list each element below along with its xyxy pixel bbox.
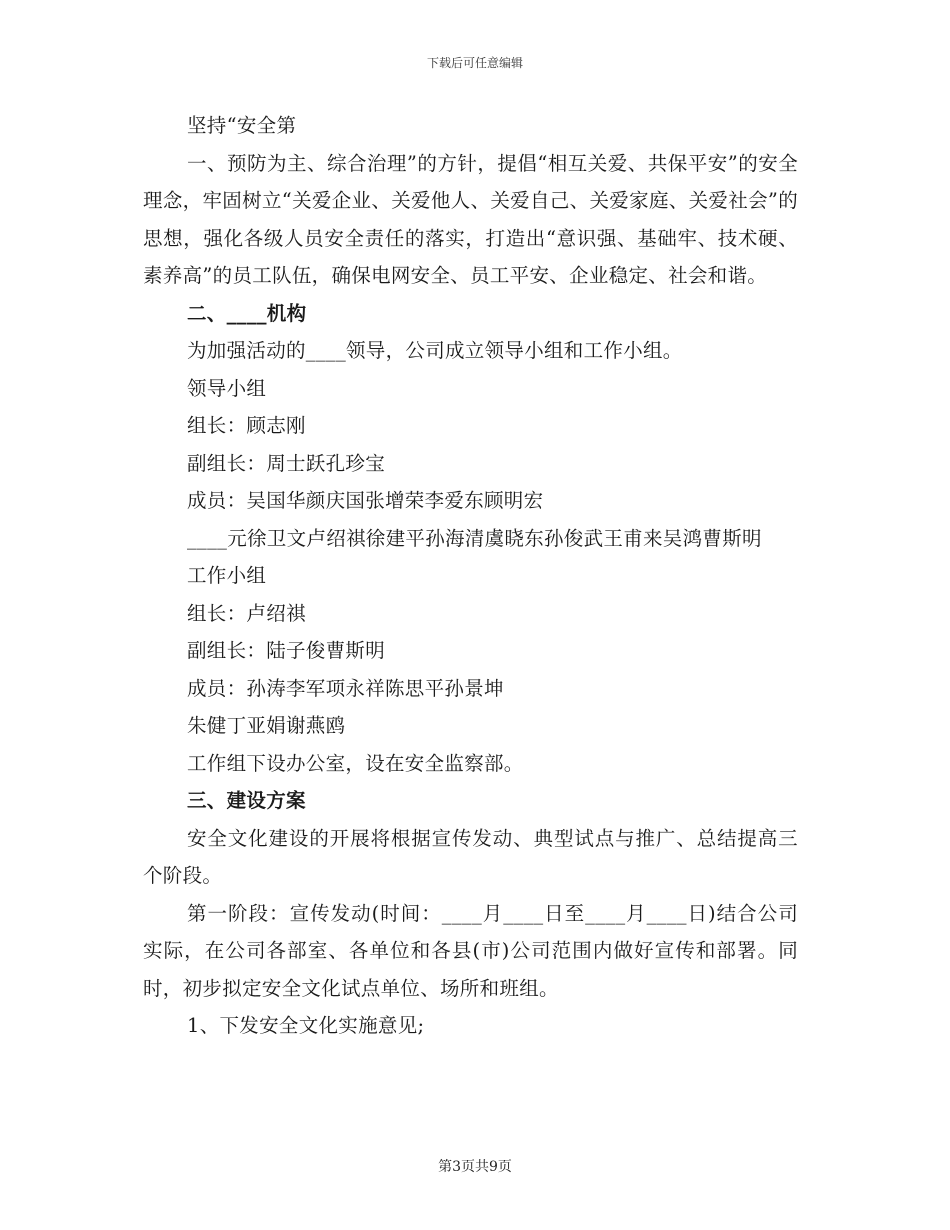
paragraph: 组长：卢绍祺 bbox=[187, 601, 306, 625]
paragraph: 第一阶段：宣传发动(时间：____月____日至____月____日)结合公司实际，在公司各部室、各单位和各县(市)公司范围内做好宣传和部署。同时，初步拟定安全文化试点单位、场所和班组。 bbox=[143, 901, 798, 1000]
paragraph: 工作组下设办公室，设在安全监察部。 bbox=[187, 751, 524, 775]
paragraph: 成员：吴国华颜庆国张增荣李爱东顾明宏 bbox=[187, 489, 544, 512]
subsection-label: 领导小组 bbox=[187, 376, 267, 400]
document-body bbox=[143, 107, 798, 1045]
paragraph: 朱健丁亚娟谢燕鸥 bbox=[187, 714, 346, 737]
paragraph: 坚持“安全第 bbox=[187, 114, 297, 137]
page-number: 第3页共9页 bbox=[438, 1159, 512, 1175]
paragraph: 副组长：陆子俊曹斯明 bbox=[187, 639, 386, 662]
section-heading: 三、建设方案 bbox=[187, 789, 306, 812]
page-header-note: 下载后可任意编辑 bbox=[426, 56, 523, 70]
paragraph: 为加强活动的____领导，公司成立领导小组和工作小组。 bbox=[187, 339, 683, 362]
paragraph: 副组长：周士跃孔珍宝 bbox=[187, 451, 386, 475]
list-item: 1、下发安全文化实施意见; bbox=[187, 1014, 425, 1037]
paragraph: 组长：顾志刚 bbox=[187, 414, 306, 437]
paragraph: 安全文化建设的开展将根据宣传发动、典型试点与推广、总结提高三个阶段。 bbox=[143, 826, 798, 887]
paragraph: 成员：孙涛李军项永祥陈思平孙景坤 bbox=[187, 676, 504, 700]
subsection-label: 工作小组 bbox=[187, 564, 267, 587]
section-heading: 二、____机构 bbox=[187, 301, 307, 325]
paragraph: 一、预防为主、综合治理”的方针，提倡“相互关爱、共保平安”的安全理念，牢固树立“关爱企业、关爱他人、关爱自己、关爱家庭、关爱社会”的思想，强化各级人员安全责任的落实，打造出“意识强、基础牢、技术硬、素养高”的员工队伍，确保电网安全、员工平安、企业稳定、社会和谐。 bbox=[143, 151, 798, 287]
paragraph: ____元徐卫文卢绍祺徐建平孙海清虞晓东孙俊武王甫来吴鸿曹斯明 bbox=[187, 526, 762, 550]
